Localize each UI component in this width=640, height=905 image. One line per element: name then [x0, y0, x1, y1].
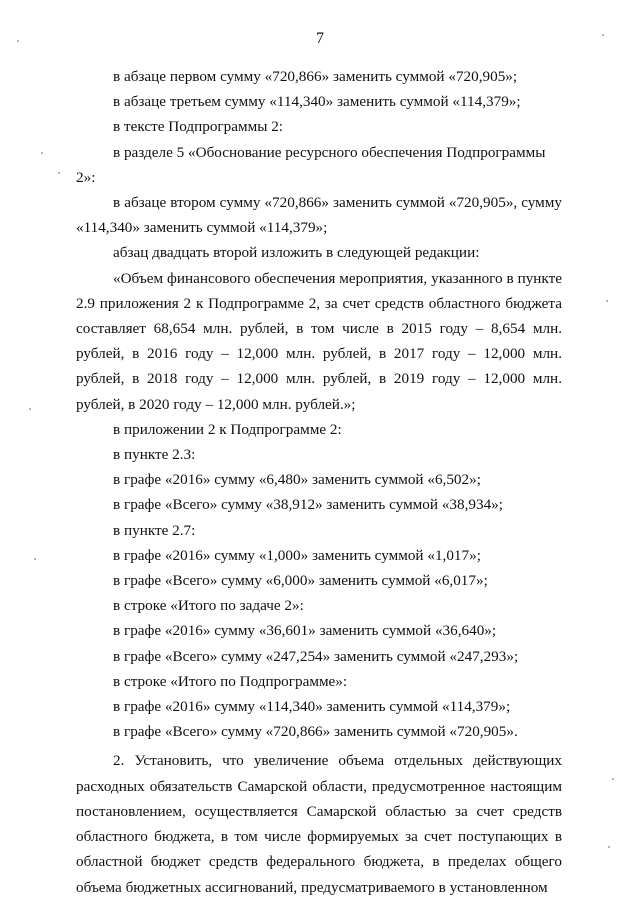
paragraph: в графе «2016» сумму «1,000» заменить суммой «1,017»;	[113, 546, 481, 564]
paragraph: в графе «Всего» сумму «720,866» заменить суммой «720,905».	[113, 723, 518, 741]
paragraph: в абзаце первом сумму «720,866» заменить суммой «720,905»;	[113, 68, 518, 85]
paragraph: «Объем финансового обеспечения мероприятия, указанного в пункте 2.9 приложения 2 к Подпрограмме 2, за счет средств областного бюджета составляет 68,654 млн. рублей, в том числе в 2015 году – 8,654 млн. рублей, в 2016 году – 12,000 млн. рублей, в 2017 году – 12,000 млн. рублей, в 2018 году – 12,000 млн. рублей, в 2019 году – 12,000 млн. рублей, в 2020 году – 12,000 млн. рублей.»;	[76, 269, 562, 413]
paragraph: в графе «2016» сумму «36,601» заменить суммой «36,640»;	[113, 622, 497, 640]
scan-speck	[602, 34, 604, 36]
scan-speck	[58, 172, 60, 174]
paragraph: в графе «Всего» сумму «6,000» заменить суммой «6,017»;	[113, 572, 488, 590]
paragraph: в строке «Итого по задаче 2»:	[113, 597, 304, 615]
document-body	[76, 64, 562, 900]
paragraph: в абзаце третьем сумму «114,340» заменить суммой «114,379»;	[113, 93, 521, 111]
page-number: 7	[316, 30, 324, 47]
scan-speck	[606, 300, 608, 302]
paragraph: в абзаце втором сумму «720,866» заменить суммой «720,905», сумму «114,340» заменить суммой «114,379»;	[76, 194, 562, 237]
paragraph: в графе «2016» сумму «114,340» заменить суммой «114,379»;	[113, 698, 511, 716]
paragraph: в графе «2016» сумму «6,480» заменить суммой «6,502»;	[113, 471, 481, 489]
paragraph: в пункте 2.3:	[113, 446, 196, 464]
paragraph: в строке «Итого по Подпрограмме»:	[113, 672, 348, 690]
paragraph: в приложении 2 к Подпрограмме 2:	[113, 420, 342, 438]
scan-speck	[34, 558, 36, 560]
paragraph: в графе «Всего» сумму «247,254» заменить суммой «247,293»;	[113, 647, 519, 665]
paragraph: в пункте 2.7:	[113, 521, 196, 539]
paragraph: в тексте Подпрограммы 2:	[113, 118, 284, 136]
paragraph: в разделе 5 «Обоснование ресурсного обеспечения Подпрограммы 2»:	[76, 143, 546, 186]
scan-speck	[608, 846, 610, 848]
paragraph: абзац двадцать второй изложить в следующей редакции:	[113, 244, 480, 262]
scan-speck	[29, 408, 31, 410]
scan-speck	[41, 152, 43, 154]
paragraph: в графе «Всего» сумму «38,912» заменить суммой «38,934»;	[113, 496, 503, 514]
paragraph: 2. Установить, что увеличение объема отдельных действующих расходных обязательств Самарской области, предусмотренное настоящим постановлением, осуществляется Самарской областью за счет средств областного бюджета, в том числе формируемых за счет поступающих в областной бюджет средств федерального бюджета, в пределах общего объема бюджетных ассигнований, предусматриваемого в установленном	[76, 752, 562, 896]
scan-speck	[17, 40, 19, 42]
scan-speck	[612, 778, 614, 780]
